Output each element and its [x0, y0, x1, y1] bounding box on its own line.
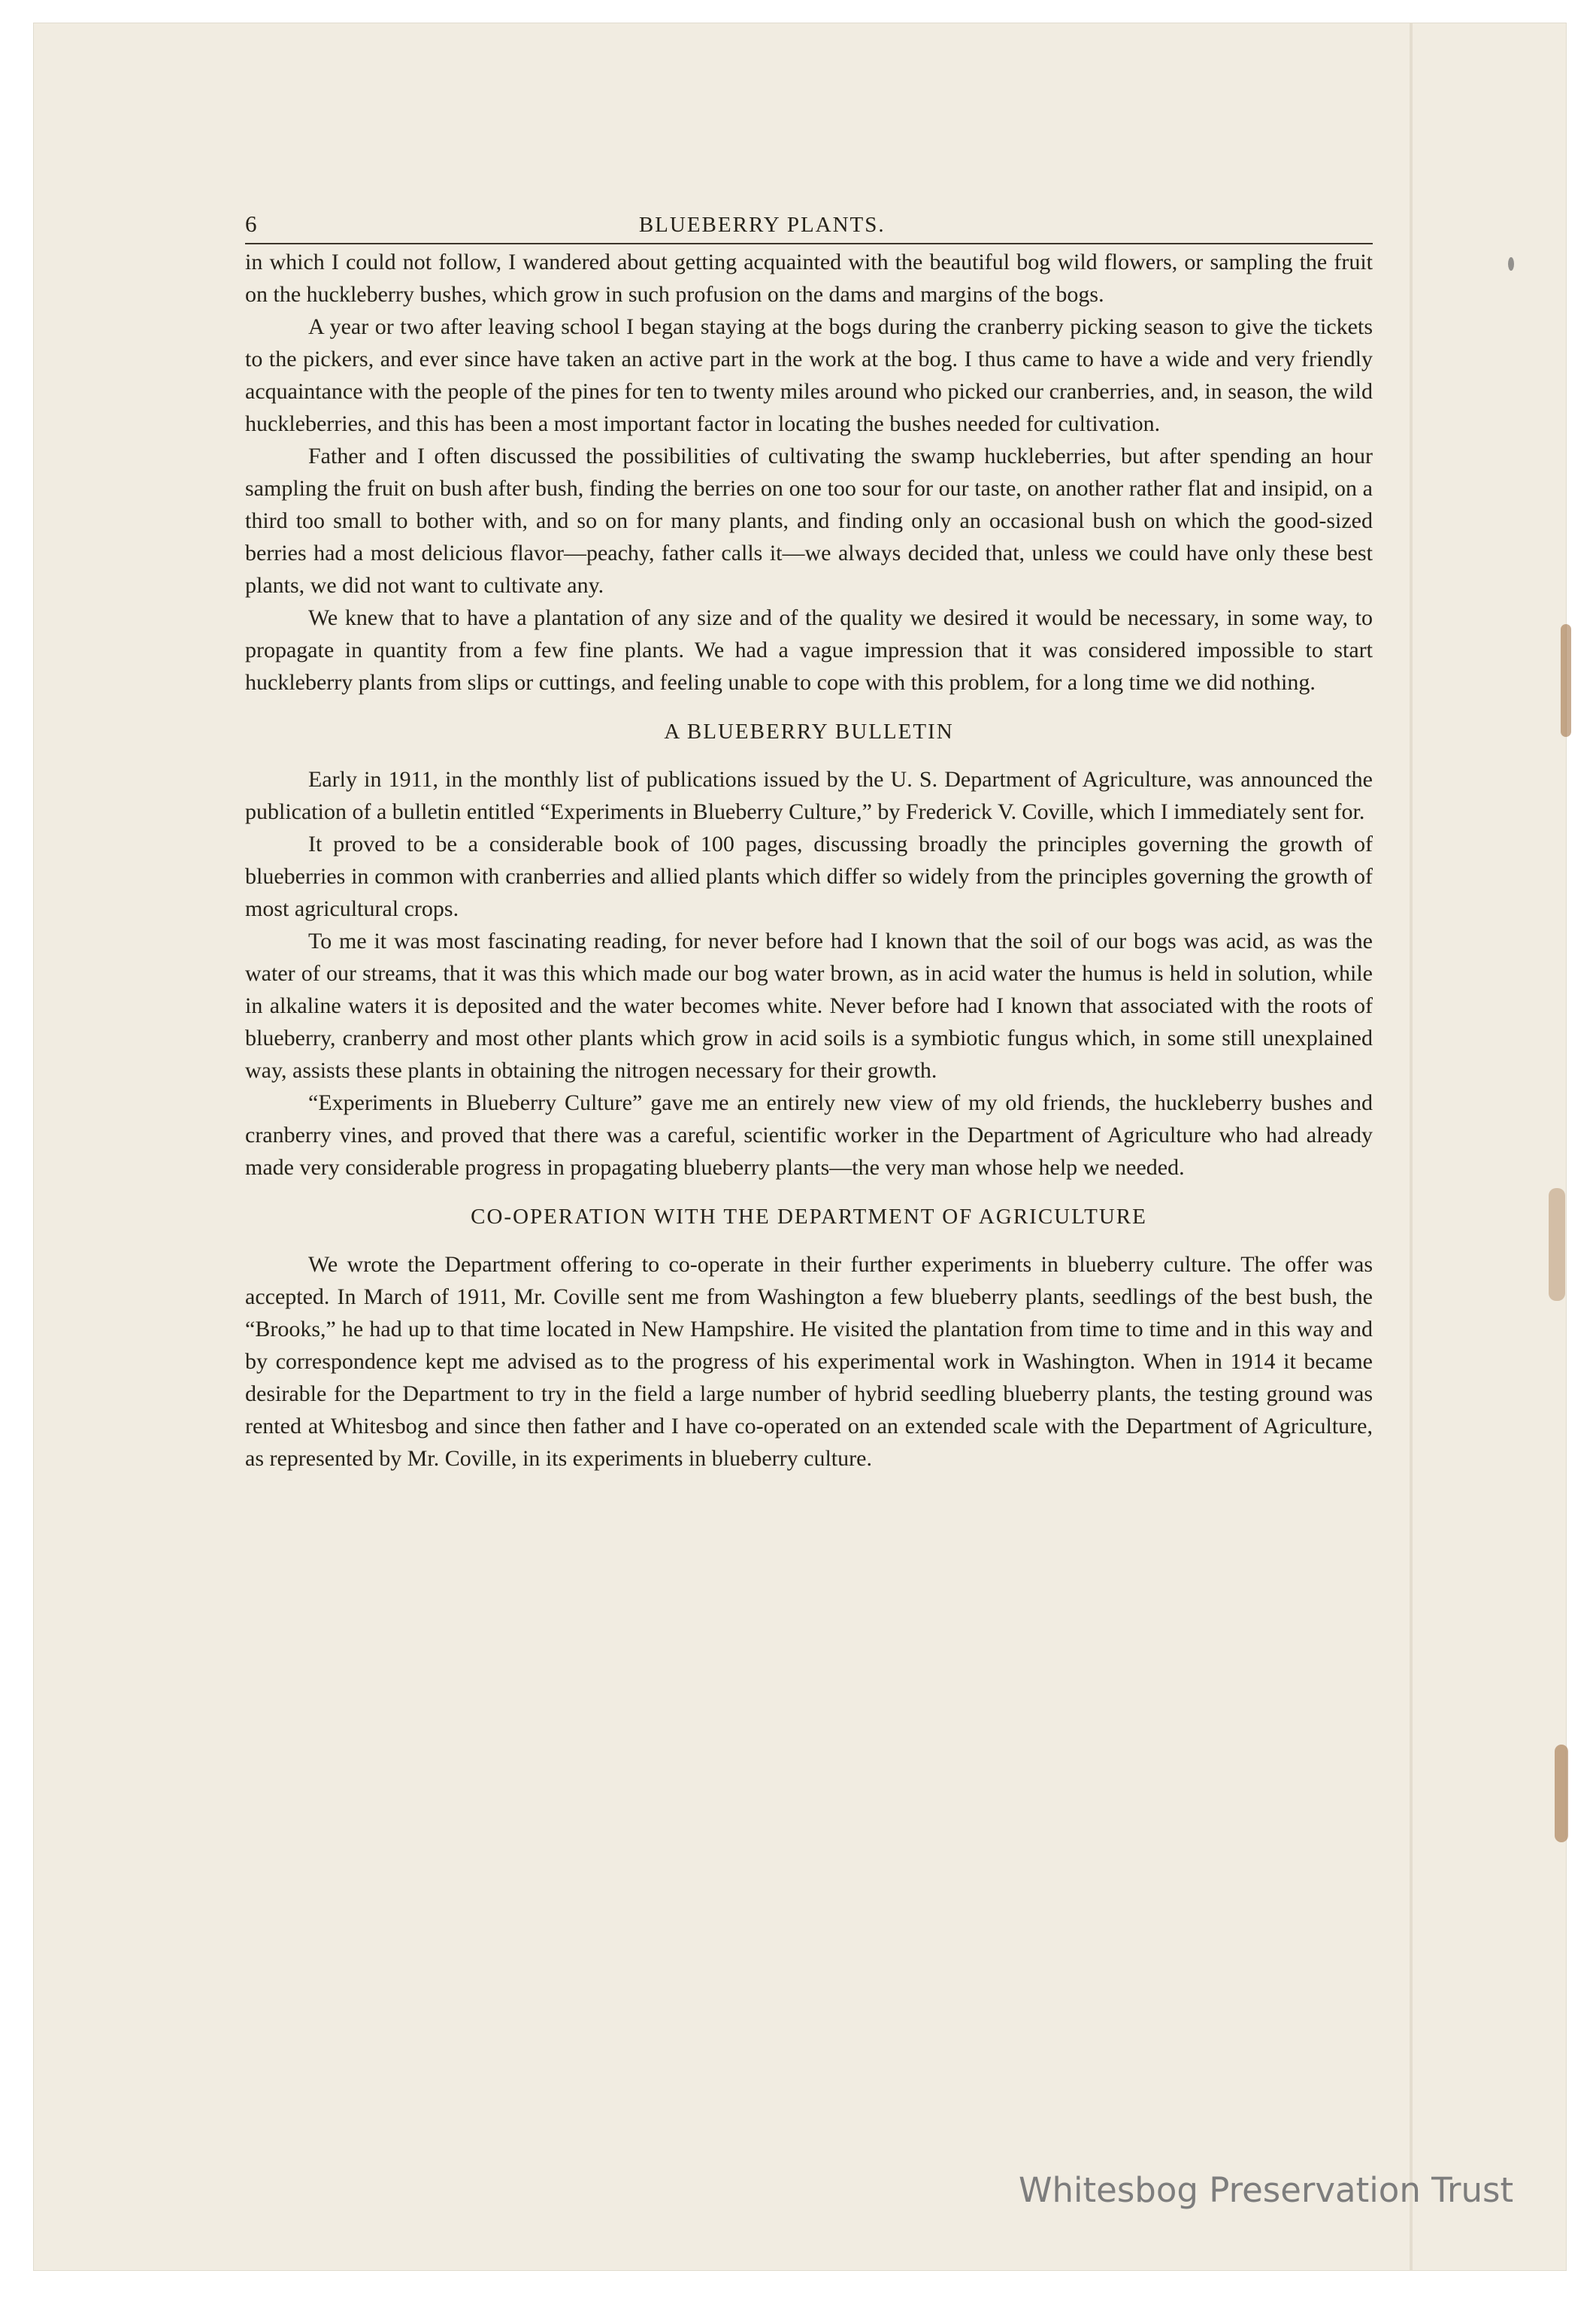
- page-content: [245, 208, 1373, 1475]
- paragraph: It proved to be a considerable book of 100 pages, discussing broadly the principles governing the growth of blueberries in common with cranberries and allied plants which differ so widely from the principles governing the growth of most agricultural crops.: [245, 832, 1373, 921]
- paper-speck: [1508, 257, 1514, 271]
- rust-stain: [1555, 1745, 1568, 1842]
- paragraph: To me it was most fascinating reading, for never before had I known that the soil of our bogs was acid, as was the water of our streams, that it was this which made our bog water brown, as in acid water the humus is held in solution, while in alkaline waters it is deposited and the water becomes white. Never before had I known that associated with the roots of blueberry, cranberry and most other plants which grow in acid soils is a symbiotic fungus which, in some still unexplained way, assists these plants in obtaining the nitrogen necessary for their growth.: [245, 929, 1373, 1083]
- page-fold: [1410, 23, 1413, 2271]
- section-heading: CO-OPERATION WITH THE DEPARTMENT OF AGRICULTURE: [471, 1205, 1147, 1229]
- paragraph: A year or two after leaving school I began staying at the bogs during the cranberry picking season to give the tickets to the pickers, and ever since have taken an active part in the work at the bog. I thus came to have a wide and very friendly acquaintance with the people of the pines for ten to twenty miles around who picked our cranberries, and, in season, the wild huckleberries, and this has been a most important factor in locating the bushes needed for cultivation.: [245, 314, 1373, 436]
- paragraph: in which I could not follow, I wandered about getting acquainted with the beautiful bog wild flowers, or sampling the fruit on the huckleberry bushes, which grow in such profusion on the dams and margins of the bogs.: [245, 250, 1373, 307]
- section-heading: A BLUEBERRY BULLETIN: [664, 720, 954, 744]
- paragraph: We wrote the Department offering to co-operate in their further experiments in blueberry culture. The offer was accepted. In March of 1911, Mr. Coville sent me from Washington a few blueberry plants, seedlings of the best bush, the “Brooks,” he had up to that time located in New Hampshire. He visited the plantation from time to time and in this way and by correspondence kept me advised as to the progress of his experimental work in Washington. When in 1914 it became desirable for the Department to try in the field a large number of hybrid seedling blueberry plants, the testing ground was rented at Whitesbog and since then father and I have co-operated on an extended scale with the Department of Agriculture, as represented by Mr. Coville, in its experiments in blueberry culture.: [245, 1252, 1373, 1471]
- page-number: 6: [245, 211, 257, 237]
- paragraph: Early in 1911, in the monthly list of publications issued by the U. S. Department of Agriculture, was announced the publication of a bulletin entitled “Experiments in Blueberry Culture,” by Frederick V. Coville, which I immediately sent for.: [245, 767, 1373, 824]
- running-title: BLUEBERRY PLANTS.: [638, 213, 886, 237]
- rust-stain: [1561, 624, 1571, 737]
- paragraph: We knew that to have a plantation of any size and of the quality we desired it would be necessary, in some way, to propagate in quantity from a few fine plants. We had a vague impression that it was considered impossible to start huckleberry plants from slips or cuttings, and feeling unable to cope with this problem, for a long time we did nothing.: [245, 605, 1373, 695]
- watermark: Whitesbog Preservation Trust: [1019, 2170, 1514, 2210]
- rust-stain: [1549, 1188, 1565, 1301]
- paragraph: Father and I often discussed the possibilities of cultivating the swamp huckleberries, but after spending an hour sampling the fruit on bush after bush, finding the berries on one too sour for our taste, on another rather flat and insipid, on a third too small to bother with, and so on for many plants, and finding only an occasional bush on which the good-sized berries had a most delicious flavor—peachy, father calls it—we always decided that, unless we could have only these best plants, we did not want to cultivate any.: [245, 444, 1373, 598]
- paragraph: “Experiments in Blueberry Culture” gave me an entirely new view of my old friends, the huckleberry bushes and cranberry vines, and proved that there was a careful, scientific worker in the Department of Agriculture who had already made very considerable progress in propagating blueberry plants—the very man whose help we needed.: [245, 1090, 1373, 1180]
- page-header: [245, 208, 1373, 244]
